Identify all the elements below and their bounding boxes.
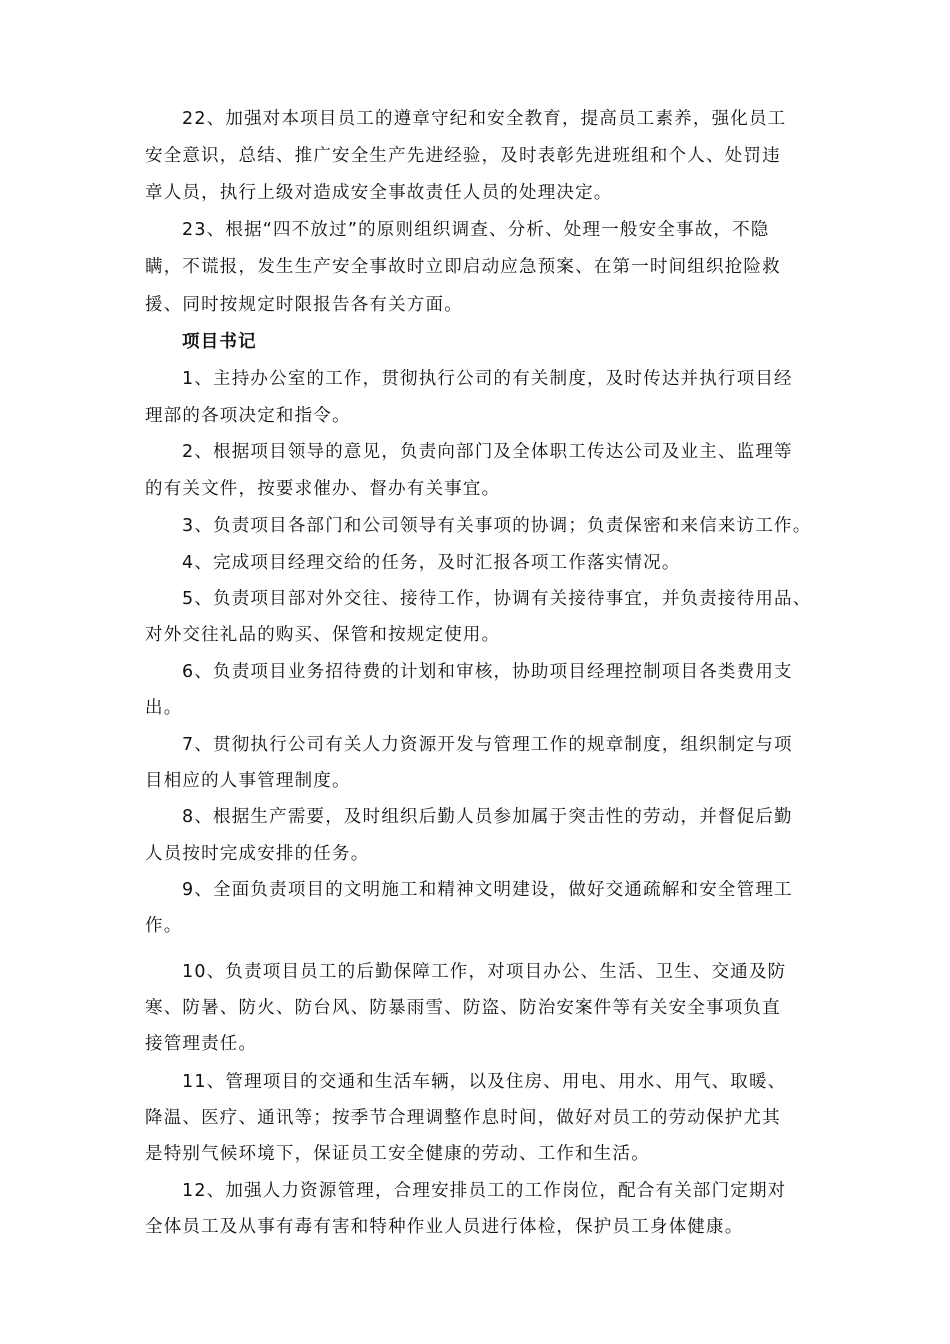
- paragraph-7-line-2: 目相应的人事管理制度。: [145, 771, 351, 791]
- paragraph-12-line-2: 全体员工及从事有毒有害和特种作业人员进行体检，保护员工身体健康。: [145, 1217, 744, 1237]
- paragraph-11-line-3: 是特别气候环境下，保证员工安全健康的劳动、工作和生活。: [145, 1144, 650, 1164]
- paragraph-11-line-1: 11、管理项目的交通和生活车辆，以及住房、用电、用水、用气、取暖、: [182, 1072, 787, 1092]
- paragraph-22-line-3: 章人员，执行上级对造成安全事故责任人员的处理决定。: [145, 183, 613, 203]
- paragraph-10-line-1: 10、负责项目员工的后勤保障工作，对项目办公、生活、卫生、交通及防: [182, 962, 787, 982]
- paragraph-5-line-1: 5、负责项目部对外交往、接待工作，协调有关接待事宜，并负责接待用品、: [182, 589, 812, 609]
- paragraph-9-line-2: 作。: [145, 916, 183, 936]
- paragraph-23-line-3: 援、同时按规定时限报告各有关方面。: [145, 295, 463, 315]
- paragraph-7-line-1: 7、贯彻执行公司有关人力资源开发与管理工作的规章制度，组织制定与项: [182, 735, 793, 755]
- paragraph-10-line-3: 接管理责任。: [145, 1034, 258, 1054]
- paragraph-4-line-1: 4、完成项目经理交给的任务，及时汇报各项工作落实情况。: [182, 553, 681, 573]
- paragraph-1-line-2: 理部的各项决定和指令。: [145, 406, 351, 426]
- paragraph-3-line-1: 3、负责项目各部门和公司领导有关事项的协调；负责保密和来信来访工作。: [182, 516, 812, 536]
- paragraph-2-line-2: 的有关文件，按要求催办、督办有关事宜。: [145, 479, 501, 499]
- paragraph-11-line-2: 降温、医疗、通讯等；按季节合理调整作息时间，做好对员工的劳动保护尤其: [145, 1108, 781, 1128]
- paragraph-10-line-2: 寒、防暑、防火、防台风、防暴雨雪、防盗、防治安案件等有关安全事项负直: [145, 998, 781, 1018]
- paragraph-8-line-1: 8、根据生产需要，及时组织后勤人员参加属于突击性的劳动，并督促后勤: [182, 807, 793, 827]
- section-heading: 项目书记: [182, 332, 257, 352]
- paragraph-22-line-2: 安全意识，总结、推广安全生产先进经验，及时表彰先进班组和个人、处罚违: [145, 146, 781, 166]
- paragraph-6-line-1: 6、负责项目业务招待费的计划和审核，协助项目经理控制项目各类费用支: [182, 662, 793, 682]
- paragraph-6-line-2: 出。: [145, 698, 183, 718]
- paragraph-5-line-2: 对外交往礼品的购买、保管和按规定使用。: [145, 625, 501, 645]
- paragraph-12-line-1: 12、加强人力资源管理，合理安排员工的工作岗位，配合有关部门定期对: [182, 1181, 787, 1201]
- paragraph-22-line-1: 22、加强对本项目员工的遵章守纪和安全教育，提高员工素养，强化员工: [182, 109, 787, 129]
- paragraph-23-line-2: 瞒，不谎报，发生生产安全事故时立即启动应急预案、在第一时间组织抢险救: [145, 257, 781, 277]
- paragraph-23-line-1: 23、根据“四不放过”的原则组织调查、分析、处理一般安全事故，不隐: [182, 220, 770, 240]
- paragraph-8-line-2: 人员按时完成安排的任务。: [145, 844, 370, 864]
- paragraph-1-line-1: 1、主持办公室的工作，贯彻执行公司的有关制度，及时传达并执行项目经: [182, 369, 793, 389]
- paragraph-9-line-1: 9、全面负责项目的文明施工和精神文明建设，做好交通疏解和安全管理工: [182, 880, 793, 900]
- paragraph-2-line-1: 2、根据项目领导的意见，负责向部门及全体职工传达公司及业主、监理等: [182, 442, 793, 462]
